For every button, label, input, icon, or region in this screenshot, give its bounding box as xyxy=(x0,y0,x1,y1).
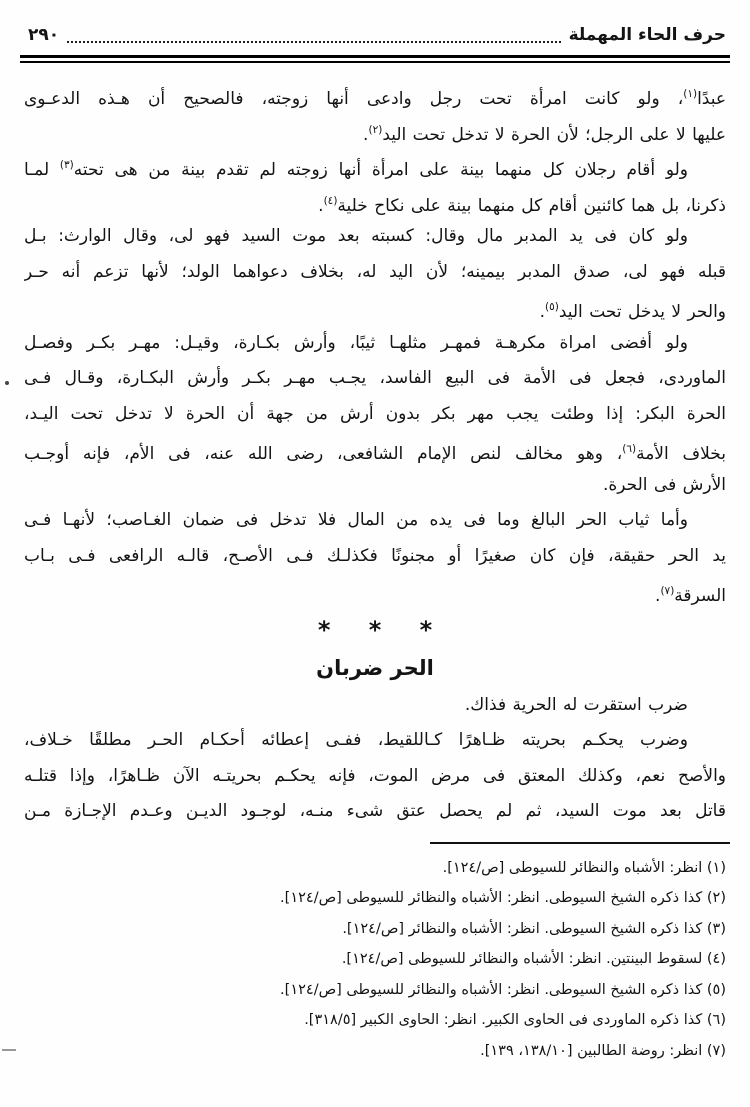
text-line: ضرب استقرت له الحرية فذاك. xyxy=(464,694,688,715)
body-paragraphs-after xyxy=(24,688,726,830)
text-line: قبله فهو لى، صدق المدبر بيمينه؛ لأن اليد له، بخلاف دعواهما الولد؛ لأنها تزعم أنه حـر xyxy=(24,261,726,282)
paragraph xyxy=(24,326,726,504)
dotted-leader xyxy=(67,41,560,43)
text-line: قاتل بعد موت السيد، ثم لم يحصل عتق شىء منـه، لوجـود الديـن وعـدم الإجـازة مـن xyxy=(24,801,726,821)
paragraph xyxy=(24,723,726,830)
scan-speck xyxy=(5,381,9,385)
footnote: (٤) لسقوط البينتين. انظر: الأشباه والنظائر للسيوطى [ص/١٢٤]. xyxy=(341,951,726,967)
scan-speck xyxy=(2,1049,16,1051)
header-double-rule xyxy=(20,55,730,63)
page-number: ٢٩٠ xyxy=(28,25,60,45)
footnote-marker: (٧) xyxy=(660,585,675,597)
body-text xyxy=(20,77,730,830)
paragraph xyxy=(24,148,726,219)
footnote: (٦) كذا ذكره الماوردى فى الحاوى الكبير. انظر: الحاوى الكبير [٣١٨/٥]. xyxy=(304,1012,726,1028)
paragraph xyxy=(24,219,726,326)
paragraph xyxy=(24,77,726,148)
footnote-marker: (٦) xyxy=(622,443,637,455)
footnotes xyxy=(20,853,730,1067)
text-line: عليها لا على الرجل؛ لأن الحرة لا تدخل تحت اليد$^{(٢)}$. xyxy=(363,123,726,145)
footnote: (٧) انظر: روضة الطالبين [١٣٨/١٠، ١٣٩]. xyxy=(480,1042,726,1059)
text-line: ولو أفضى امراة مكرهـة فمهـر مثلهـا ثيبًا، وأرش بكـارة، وقيـل: مهـر بكـر وفصـل xyxy=(24,332,688,353)
running-header xyxy=(20,20,730,48)
footnote-marker: (٥) xyxy=(544,301,559,313)
section-heading: الحر ضربان xyxy=(316,655,434,680)
text-line: الأرش فى الحرة. xyxy=(602,474,726,495)
footnote-marker: (٢) xyxy=(368,123,383,136)
section-divider-stars: * * * xyxy=(317,615,433,644)
text-line: عبدًا$^{(١)}$، ولو كانت امرأة تحت رجل وادعى أنها زوجته، فالصحيح أن هـذه الدعـوى xyxy=(24,88,726,109)
text-line: الحرة البكر: إذا وطئت يجب مهر بكر بدون أرش من جهة أن الحرة لا تدخل تحت اليـد، xyxy=(24,403,726,424)
text-line: والأصح نعم، وكذلك المعتق فى مرض الموت، فإنه يحكـم بحريتـه الآن ظـاهرًا، وإذا قتلـه xyxy=(24,765,726,786)
footnote-marker: (٣) xyxy=(59,159,74,171)
footnote: (٢) كذا ذكره الشيخ السيوطى. انظر: الأشباه والنظائر للسيوطى [ص/١٢٤]. xyxy=(280,890,726,906)
text-line: ولو كان فى يد المدبر مال وقال: كسبته بعد موت السيد فهو لى، وقال الوارث: بـل xyxy=(24,226,688,246)
footnote-marker: (١) xyxy=(683,88,698,100)
text-line: بخلاف الأمة$^{(٦)}$، وهو مخالف لنص الإمام الشافعى، رضى الله عنه، فى الأم، فإنه أوجـب xyxy=(24,443,726,464)
paragraph xyxy=(24,688,726,724)
text-line: وضرب يحكـم بحريته ظـاهرًا كـاللقيط، ففـى إعطائه أحكـام الحـر مطلقًا خـلاف، xyxy=(24,730,688,750)
body-paragraphs xyxy=(24,77,726,610)
footnote: (٣) كذا ذكره الشيخ السيوطى. انظر: الأشباه والنظائر [ص/١٢٤]. xyxy=(342,920,726,937)
chapter-title: حرف الحاء المهملة xyxy=(568,25,726,45)
text-line: والحر لا يدخل تحت اليد$^{(٥)}$. xyxy=(539,301,726,322)
footnote: (١) انظر: الأشباه والنظائر للسيوطى [ص/١٢٤]. xyxy=(442,859,726,876)
footnote: (٥) كذا ذكره الشيخ السيوطى. انظر: الأشباه والنظائر للسيوطى [ص/١٢٤]. xyxy=(280,981,726,998)
text-line: ذكرنا، بل هما كائنين أقام كل منهما بينة على نكاح خلية$^{(٤)}$. xyxy=(318,194,726,216)
paragraph xyxy=(24,503,726,610)
text-line: الماوردى، فجعل فى الأمة فى البيع الفاسد، يجـب مهـر بكـر وأرش البكـارة، وقـال فـى xyxy=(24,368,726,388)
footnote-separator-rule xyxy=(430,842,730,844)
text-line: وأما ثياب الحر البالغ وما فى يده من المال فلا تدخل فى ضمان الغـاصب؛ لأنهـا فـى xyxy=(24,510,688,530)
text-line: يد الحر حقيقة، فإن كان صغيرًا أو مجنونًا فكذلـك فـى الأصـح، قالـه الرافعى فـى بـاب xyxy=(24,545,726,566)
text-line: ولو أقام رجلان كل منهما بينة على امرأة أنها زوجته لم تقدم بينة من هى تحته$^{(٣)}$ لمـا xyxy=(24,159,688,180)
footnote-marker: (٤) xyxy=(323,194,338,207)
text-line: السرقة$^{(٧)}$. xyxy=(655,585,726,606)
